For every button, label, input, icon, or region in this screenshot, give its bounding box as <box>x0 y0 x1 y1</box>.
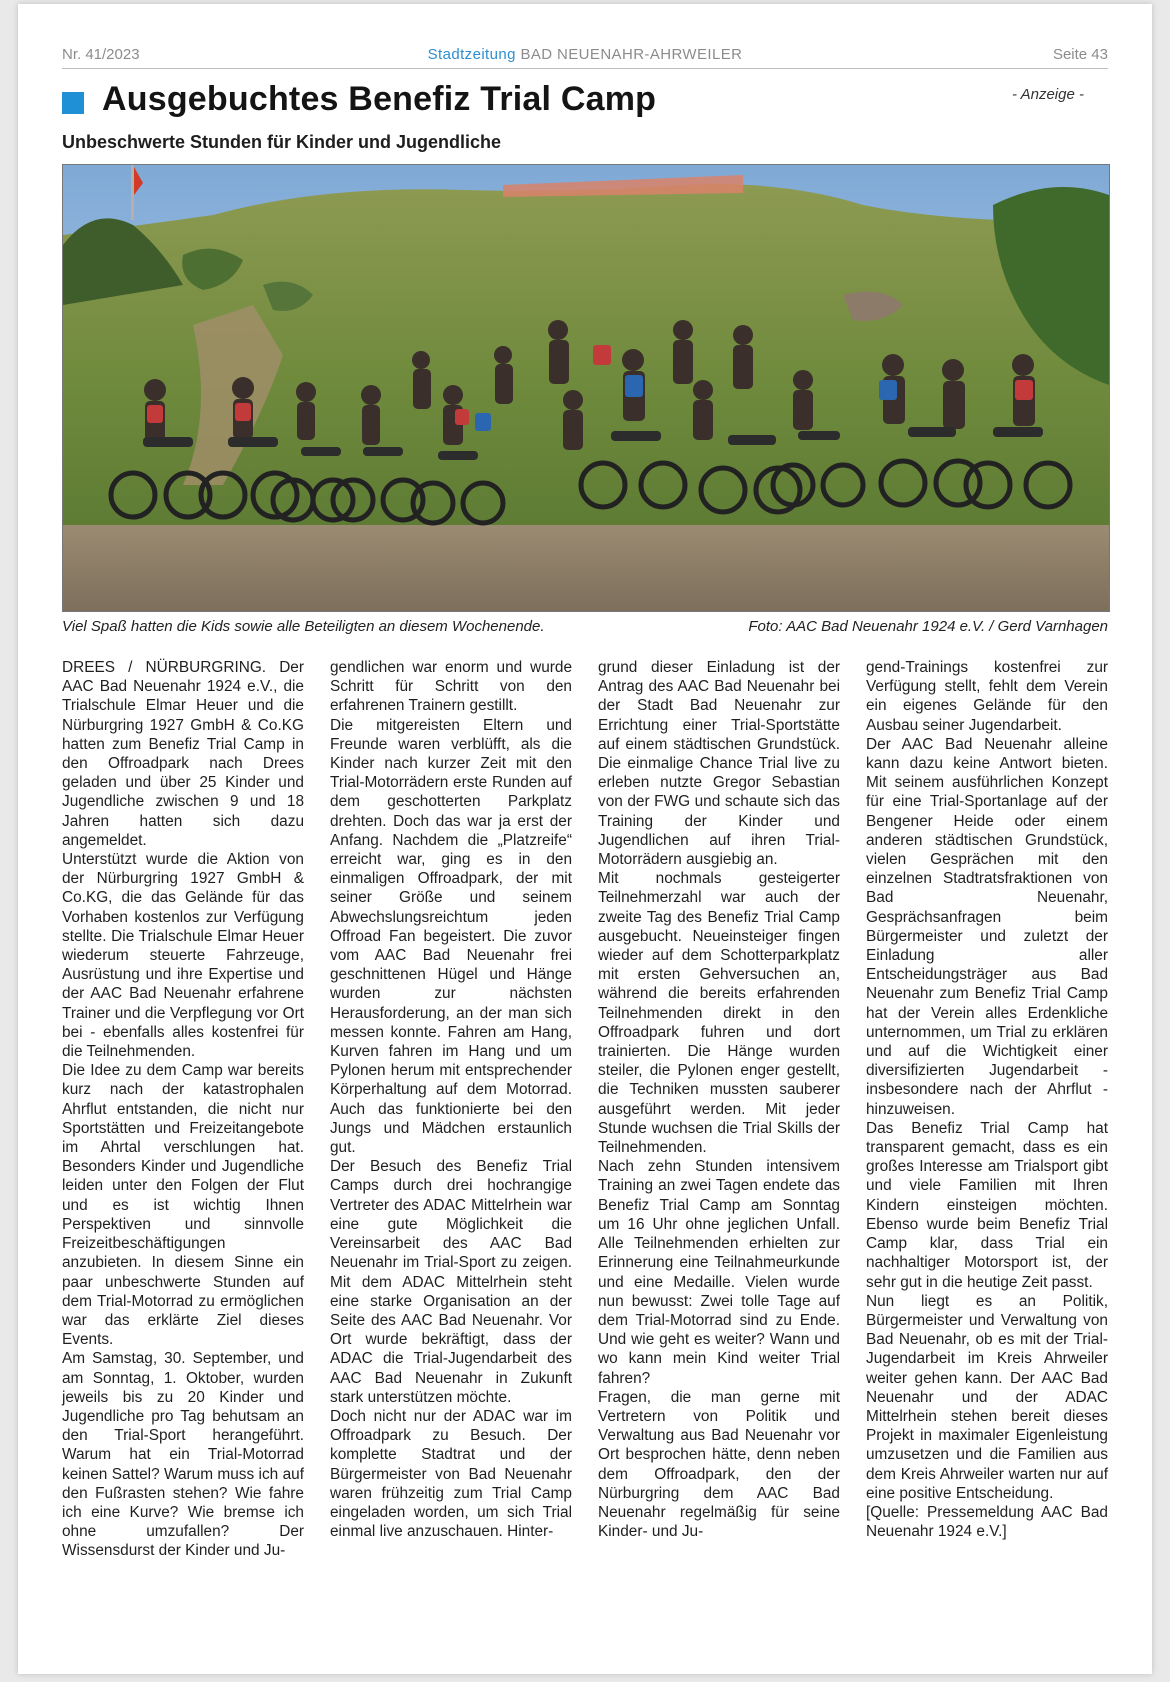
issue-number: Nr. 41/2023 <box>62 46 140 63</box>
source-note: [Quelle: Pressemeldung AAC Bad Neuenahr 1924 e.V.] <box>866 1503 1108 1541</box>
publication-name <box>62 46 1108 63</box>
paragraph: Unterstützt wurde die Aktion von der Nürburgring 1927 GmbH & Co.KG, die das Gelände für das Vorhaben kostenlos zur Verfügung stellte. Die Trialschule Elmar Heuer wiederum steuerte Fahrzeuge, Ausrüstung und ihre Expertise und der AAC Bad Neuenahr erfahrene Trainer und die Verpflegung vor Ort bei - ebenfalls alles kostenfrei für die Teilnehmenden. <box>62 851 304 1061</box>
paragraph: Die Idee zu dem Camp war bereits kurz nach der katastrophalen Ahrflut entstanden, die nicht nur Sportstätten und Freizeitangebote im Ahrtal verschlungen hat. Besonders Kinder und Jugendliche leiden unter den Folgen der Flut und es ist wichtig Ihnen Perspektiven und sinnvolle Freizeitbeschäftigungen anzubieten. In diesem Sinne ein paar unbeschwerte Stunden auf dem Trial-Motorrad zu ermöglichen war das erklärte Ziel dieses Events. <box>62 1062 304 1349</box>
paragraph: Am Samstag, 30. September, und am Sonntag, 1. Oktober, wurden jeweils bis zu 20 Kinder und Jugendliche pro Tag behutsam an den Trial-Sport herangeführt. Warum hat ein Trial-Motorrad keinen Sattel? Warum muss ich auf den Fußrasten stehen? Wie fahre ich eine Kurve? Wie bremse ich ohne umzufallen? Der Wissensdurst der Kinder und Ju- <box>62 1350 304 1560</box>
article-subtitle: Unbeschwerte Stunden für Kinder und Jugendliche <box>62 132 502 152</box>
text-column-2 <box>330 658 572 1561</box>
paragraph: DREES / NÜRBURGRING. Der AAC Bad Neuenahr 1924 e.V., die Trialschule Elmar Heuer und die Nürburgring 1927 GmbH & Co.KG hatten zum Benefiz Trial Camp in den Offroadpark nach Drees geladen und über 25 Kinder und Jugendliche zwischen 9 und 18 Jahren hatten sich dazu angemeldet. <box>62 659 304 849</box>
paragraph: Die mitgereisten Eltern und Freunde waren verblüfft, als die Kinder nach kurzer Zeit mit den Trial-Motorrädern erste Runden auf dem geschotterten Parkplatz drehten. Doch das war ja erst der Anfang. Nachdem die „Platzreife“ erreicht war, ging es in den einmaligen Offroadpark, der mit seiner Größe und seinem Abwechslungsreichtum jeden Offroad Fan begeistert. Die zuvor vom AAC Bad Neuenahr frei geschnittenen Hügel und Hänge wurden zur nächsten Herausforderung, an der man sich messen konnte. Fahren am Hang, Kurven fahren im Hang und um Pylonen herum mit entsprechender Körperhaltung auf dem Motorrad. Auch das funktionierte bei den Jungs und Mädchen erstaunlich gut. <box>330 716 572 1157</box>
article-title: Ausgebuchtes Benefiz Trial Camp <box>102 80 657 118</box>
brand-name: Stadtzeitung <box>427 46 516 63</box>
article-photo <box>62 164 1110 612</box>
paragraph: Nach zehn Stunden intensivem Training an zwei Tagen endete das Benefiz Trial Camp am Sonntag um 16 Uhr ohne jeglichen Unfall. Alle Teilnehmenden erhielten zur Erinnerung eine Teilnahmeurkunde und eine Medaille. Vielen wurde nun bewusst: Zwei tolle Tage auf dem Trial-Motorrad sind zu Ende. Und wie geht es weiter? Wann und wo kann mein Kind weiter Trial fahren? <box>598 1158 840 1387</box>
paragraph: Mit nochmals gesteigerter Teilnehmerzahl war auch der zweite Tag des Benefiz Trial Camp ausgebucht. Neueinsteiger fingen wieder auf dem Schotterparkplatz mit ersten Gehversuchen an, während die bereits erfahrenden Teilnehmenden direkt in den Offroadpark fuhren und dort trainierten. Die Hänge wurden steiler, die Pylonen enger gestellt, die Techniken mussten sauberer ausgeführt werden. Mit jeder Stunde wuchsen die Trial Skills der Teilnehmenden. <box>598 870 840 1157</box>
paragraph: Doch nicht nur der ADAC war im Offroadpark zu Besuch. Der komplette Stadtrat und der Bürgermeister von Bad Neuenahr waren frühzeitig zum Trial Camp eingeladen worden, um sich Trial einmal live anzuschauen. Hinter- <box>330 1407 572 1541</box>
newspaper-page <box>18 4 1152 1674</box>
paragraph: Fragen, die man gerne mit Vertretern von Politik und Verwaltung aus Bad Neuenahr vor Ort besprochen hätte, denn neben dem Offroadpark, den der Nürburgring dem AAC Bad Neuenahr regelmäßig für seine Kinder- und Ju- <box>598 1388 840 1541</box>
page-number: Seite 43 <box>1052 46 1108 63</box>
photo-caption: Viel Spaß hatten die Kids sowie alle Beteiligten an diesem Wochenende. <box>62 618 545 635</box>
text-column-4 <box>866 658 1108 1561</box>
paragraph: gend-Trainings kostenfrei zur Verfügung stellt, fehlt dem Verein ein eigenes Gelände für den Ausbau seiner Jugendarbeit. <box>866 659 1108 734</box>
paragraph: grund dieser Einladung ist der Antrag des AAC Bad Neuenahr bei der Stadt Bad Neuenahr zur Errichtung einer Trial-Sportstätte auf einem städtischen Grundstück. Die einmalige Chance Trial live zu erleben nutzte Gregor Sebastian von der FWG und schaute sich das Training der Kinder und Jugendlichen auf ihren Trial-Motorrädern ausgiebig an. <box>598 659 840 869</box>
title-marker-icon <box>62 92 84 114</box>
paragraph: Das Benefiz Trial Camp hat transparent gemacht, dass es ein großes Interesse am Trialsport gibt und viele Familien mit Ihren Kindern einsteigen möchten. Ebenso wurde beim Benefiz Trial Camp klar, dass Trial ein nachhaltiger Motorsport ist, der sehr gut in die heutige Zeit passt. <box>866 1119 1108 1291</box>
ad-label: - Anzeige - <box>1012 86 1084 103</box>
text-column-3 <box>598 658 840 1561</box>
title-row <box>62 80 1108 124</box>
paragraph: Der Besuch des Benefiz Trial Camps durch drei hochrangige Vertreter des ADAC Mittelrhein war eine gute Möglichkeit die Vereinsarbeit des AAC Bad Neuenahr im Trial-Sport zu zeigen. Mit dem ADAC Mittelrhein steht eine starke Organisation an der Seite des AAC Bad Neuenahr. Vor Ort wurde bekräftigt, dass der ADAC die Trial-Jugendarbeit des AAC Bad Neuenahr in Zukunft stark unterstützen möchte. <box>330 1158 572 1406</box>
text-column-1 <box>62 658 304 1561</box>
photo-credit: Foto: AAC Bad Neuenahr 1924 e.V. / Gerd Varnhagen <box>748 618 1108 635</box>
page-header <box>62 46 1108 69</box>
paragraph: Der AAC Bad Neuenahr alleine kann dazu keine Antwort bieten. Mit seinem ausführlichen Konzept für eine Trial-Sportanlage auf der Bengener Heide oder einem anderen städtischen Grundstück, vielen Gesprächen mit den einzelnen Stadtratsfraktionen von Bad Neuenahr, Gesprächsanfragen beim Bürgermeister und zuletzt der Einladung aller Entscheidungsträger aus Bad Neuenahr zum Benefiz Trial Camp hat der Verein alles Erdenkliche unternommen, um Trial zu erklären und auf die Wichtigkeit einer diversifizierten Jugendarbeit - insbesondere nach der Ahrflut - hinzuweisen. <box>866 735 1108 1118</box>
city-name: BAD NEUENAHR-AHRWEILER <box>520 46 743 63</box>
article-body <box>62 658 1108 1561</box>
paragraph: gendlichen war enorm und wurde Schritt für Schritt von den erfahrenen Trainern gestillt. <box>330 659 572 715</box>
paragraph: Nun liegt es an Politik, Bürgermeister und Verwaltung von Bad Neuenahr, ob es mit der Trial-Jugendarbeit im Kreis Ahrweiler weiter gehen kann. Der AAC Bad Neuenahr und der ADAC Mittelrhein stehen bereit dieses Projekt in maximaler Eigenleistung umzusetzen und die Familien aus dem Kreis Ahrweiler warten nur auf eine positive Entscheidung. <box>866 1292 1108 1502</box>
